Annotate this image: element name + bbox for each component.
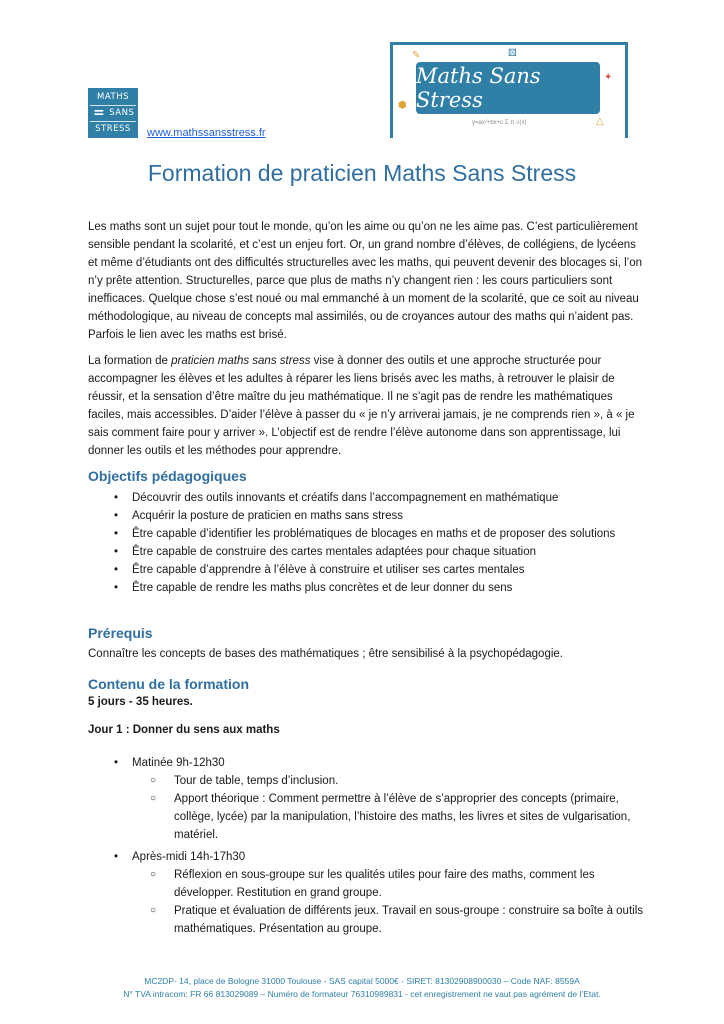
session-item-text: Pratique et évaluation de différents jeux. Travail en sous-groupe : construire sa boîte à outils mathématiques. Présentation au groupe. xyxy=(174,905,644,935)
content-heading: Contenu de la formation xyxy=(88,676,249,692)
circle-bullet-icon: ○ xyxy=(150,869,157,880)
bullet-icon: • xyxy=(114,582,119,594)
day1-title: Jour 1 : Donner du sens aux maths xyxy=(88,724,280,736)
list-item-text: Acquérir la posture de praticien en maths sans stress xyxy=(132,510,404,522)
list-item xyxy=(88,525,648,543)
objectives-heading: Objectifs pédagogiques xyxy=(88,468,247,484)
list-item-text: Être capable d’apprendre à l’élève à construire et utiliser ses cartes mentales xyxy=(132,564,525,576)
formation-text-before: La formation de xyxy=(88,355,172,367)
bullet-icon: • xyxy=(114,528,119,540)
session-item xyxy=(88,790,648,844)
bullet-icon: • xyxy=(114,564,119,576)
logo-line-stress: STRESS xyxy=(90,121,136,136)
bullet-icon: • xyxy=(114,851,119,863)
list-item xyxy=(88,489,648,507)
day1-sessions xyxy=(88,754,648,938)
banner-title: Maths Sans Stress xyxy=(416,62,600,114)
hexagon-icon: ⬢ xyxy=(398,100,407,111)
circle-bullet-icon: ○ xyxy=(150,775,157,786)
list-item xyxy=(88,507,648,525)
logo-line-sans: SANS xyxy=(109,108,135,119)
formation-paragraph xyxy=(88,352,648,460)
list-item-text: Être capable de construire des cartes mentales adaptées pour chaque situation xyxy=(132,546,537,558)
bullet-icon: • xyxy=(114,492,119,504)
maths-sans-stress-logo xyxy=(88,88,138,138)
logo-equals-sign: = xyxy=(93,105,106,122)
intro-paragraph: Les maths sont un sujet pour tout le monde, qu’on les aime ou qu’on ne les aime pas. C’est particulièrement sensible pendant la scolarité, et c’est un enjeu fort. Or, un grand nombre d’élèves, de collégiens, de lycéens et même d’étudiants ont des difficultés structurelles avec les maths, qui peuvent devenir des blocages si, l’on n’y prête attention. Structurelles, parce que plus de maths n’y changent rien : les cours particuliers sont inefficaces. Quelque chose s’est noué ou mal emmanché à un moment de la scolarité, que ce soit au niveau méthodologique, au niveau de concepts mal assimilés, ou de croyances autour des maths qui n’aident pas. Parfois le lien avec les maths est brisé. xyxy=(88,221,643,341)
session-label: Matinée 9h-12h30 xyxy=(132,757,225,769)
duration-text: 5 jours - 35 heures. xyxy=(88,696,193,708)
session-item-text: Tour de table, temps d’inclusion. xyxy=(174,775,339,787)
session-item-text: Réflexion en sous-groupe sur les qualités utiles pour faire des maths, comment les développer. Restitution en grand groupe. xyxy=(174,869,595,899)
banner-formula: y=ax²+bx+c Σ π √(x) xyxy=(472,120,527,126)
dice-icon: ⚄ xyxy=(508,48,517,59)
session-item xyxy=(88,902,648,938)
list-item xyxy=(88,561,648,579)
list-item xyxy=(88,579,648,597)
session-item-text: Apport théorique : Comment permettre à l’élève de s’approprier des concepts (primaire, collège, lycée) par la manipulation, l’histoire des maths, les livres et sites de vulgarisation, matériel. xyxy=(174,793,631,841)
bullet-icon: • xyxy=(114,510,119,522)
footer-line-registration: N° TVA intracom: FR 66 813029089 – Numéro de formateur 76310989831 - cet enregistrement ne vaut pas agrément de l’Etat. xyxy=(123,989,601,999)
formation-text-after: vise à donner des outils et une approche structurée pour accompagner les élèves et les adultes à réparer les liens brisés avec les maths, à retrouver le plaisir de réussir, et la sensation d’être maître du jeu mathématique. Il ne s’agit pas de rendre les mathématiques faciles, mais accessibles. D’aider l’élève à passer du « je n’y arriverai jamais, je ne comprends rien », à « je sais comment faire pour y arriver ». L’objectif est de rendre l’élève autonome dans son apprentissage, lui donner les outils et les méthodes pour apprendre. xyxy=(88,355,635,457)
logo-line-maths: MATHS xyxy=(97,92,129,103)
bullet-icon: • xyxy=(114,546,119,558)
circle-bullet-icon: ○ xyxy=(150,793,157,804)
circle-bullet-icon: ○ xyxy=(150,905,157,916)
session-label: Après-midi 14h-17h30 xyxy=(132,851,246,863)
website-link[interactable]: www.mathssansstress.fr xyxy=(147,127,266,139)
prerequisites-heading: Prérequis xyxy=(88,625,153,641)
list-item-text: Découvrir des outils innovants et créatifs dans l’accompagnement en mathématique xyxy=(132,492,559,504)
footer-line-company: MC2DP- 14, place de Bologne 31000 Toulouse - SAS capital 5000€ - SIRET: 81302908900030 – Code NAF: 8559A xyxy=(144,976,580,986)
bullet-icon: • xyxy=(114,757,119,769)
banner-logo xyxy=(390,42,628,138)
triangle-icon: △ xyxy=(596,116,604,127)
list-item-text: Être capable de rendre les maths plus concrètes et de leur donner du sens xyxy=(132,582,513,594)
session-morning xyxy=(88,754,648,772)
star-icon: ✦ xyxy=(604,72,613,83)
formation-text-emphasis: praticien maths sans stress xyxy=(171,355,311,367)
logo-line-equals xyxy=(90,105,136,120)
prerequisites-text: Connaître les concepts de bases des mathématiques ; être sensibilisé à la psychopédagogie. xyxy=(88,648,563,660)
session-item xyxy=(88,866,648,902)
pencil-icon: ✎ xyxy=(412,50,421,61)
objectives-list xyxy=(88,489,648,597)
session-afternoon xyxy=(88,848,648,866)
list-item xyxy=(88,543,648,561)
list-item-text: Être capable d’identifier les problématiques de blocages en maths et de proposer des solutions xyxy=(132,528,616,540)
page-title: Formation de praticien Maths Sans Stress xyxy=(147,160,577,186)
session-item xyxy=(88,772,648,790)
